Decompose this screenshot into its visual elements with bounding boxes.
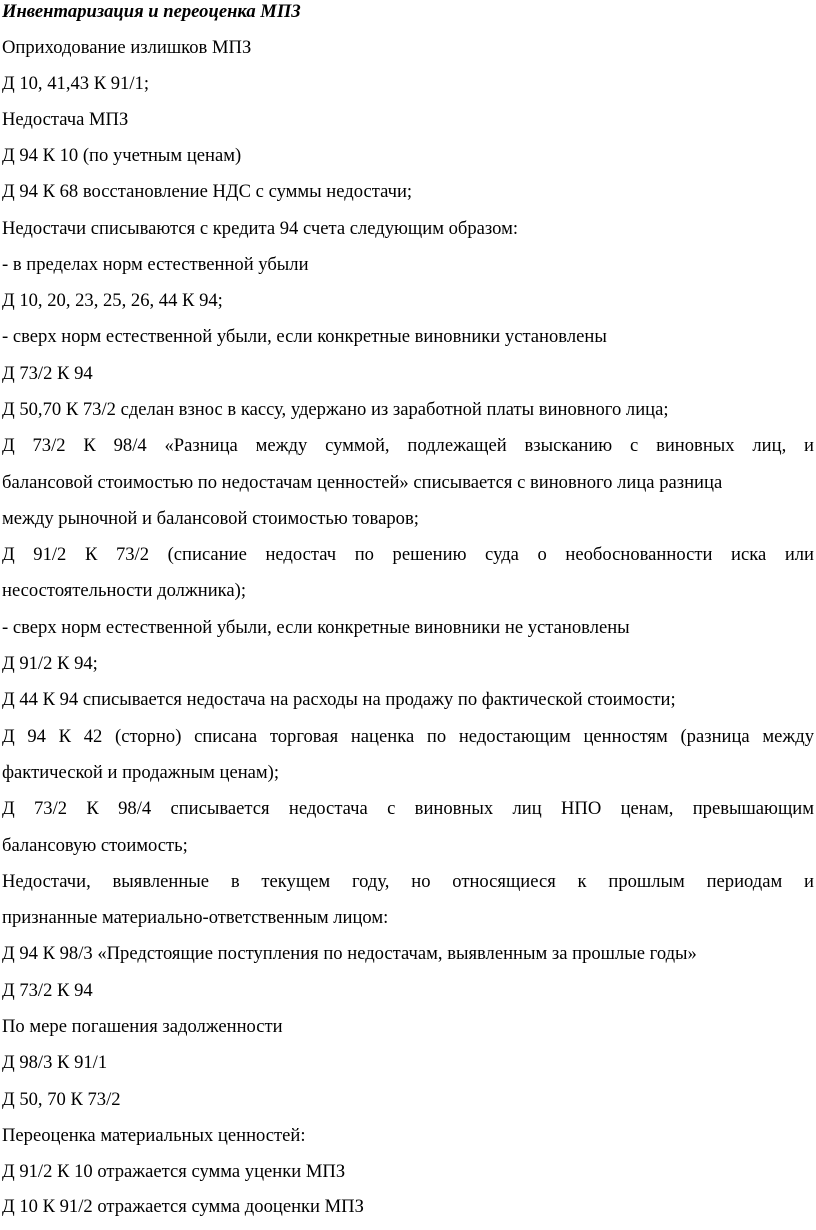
- text-line-3: Недостача МПЗ: [2, 109, 129, 130]
- text-line-11: Д 50,70 К 73/2 сделан взнос в кассу, удержано из заработной платы виновного лица;: [2, 399, 669, 420]
- text-line-16: несостоятельности должника);: [2, 580, 247, 601]
- text-line-32: Д 91/2 К 10 отражается сумма уценки МПЗ: [2, 1161, 346, 1182]
- text-line-22: Д 73/2 К 98/4 списывается недостача с виновных лиц НПО ценам, превышающим: [2, 798, 814, 819]
- text-line-5: Д 94 К 68 восстановление НДС с суммы недостачи;: [2, 181, 413, 202]
- text-line-23: балансовую стоимость;: [2, 835, 188, 856]
- text-line-13: балансовой стоимостью по недостачам ценностей» списывается с виновного лица разница: [2, 472, 723, 493]
- text-line-8: Д 10, 20, 23, 25, 26, 44 К 94;: [2, 290, 223, 311]
- text-line-28: По мере погашения задолженности: [2, 1016, 283, 1037]
- text-line-9: - сверх норм естественной убыли, если конкретные виновники установлены: [2, 326, 607, 347]
- text-line-26: Д 94 К 98/3 «Предстоящие поступления по недостачам, выявленным за прошлые годы»: [2, 943, 697, 964]
- text-line-1: Оприходование излишков МПЗ: [2, 37, 252, 58]
- text-line-27: Д 73/2 К 94: [2, 980, 93, 1001]
- text-line-24: Недостачи, выявленные в текущем году, но относящиеся к прошлым периодам и: [2, 871, 814, 892]
- text-line-20: Д 94 К 42 (сторно) списана торговая наценка по недостающим ценностям (разница между: [2, 726, 814, 747]
- text-line-18: Д 91/2 К 94;: [2, 653, 98, 674]
- text-line-12: Д 73/2 К 98/4 «Разница между суммой, подлежащей взысканию с виновных лиц, и: [2, 435, 814, 456]
- text-line-6: Недостачи списываются с кредита 94 счета следующим образом:: [2, 218, 519, 239]
- text-line-14: между рыночной и балансовой стоимостью товаров;: [2, 508, 419, 529]
- text-line-15: Д 91/2 К 73/2 (списание недостач по решению суда о необоснованности иска или: [2, 544, 814, 565]
- text-line-29: Д 98/3 К 91/1: [2, 1052, 108, 1073]
- text-line-2: Д 10, 41,43 К 91/1;: [2, 73, 149, 94]
- text-line-10: Д 73/2 К 94: [2, 363, 93, 384]
- text-line-21: фактической и продажным ценам);: [2, 762, 280, 783]
- document-title: Инвентаризация и переоценка МПЗ: [2, 1, 301, 22]
- text-line-19: Д 44 К 94 списывается недостача на расходы на продажу по фактической стоимости;: [2, 689, 676, 710]
- text-line-4: Д 94 К 10 (по учетным ценам): [2, 145, 242, 166]
- text-line-33: Д 10 К 91/2 отражается сумма дооценки МПЗ: [2, 1196, 364, 1217]
- text-line-31: Переоценка материальных ценностей:: [2, 1125, 306, 1146]
- text-line-7: - в пределах норм естественной убыли: [2, 254, 309, 275]
- text-line-17: - сверх норм естественной убыли, если конкретные виновники не установлены: [2, 617, 630, 638]
- text-line-30: Д 50, 70 К 73/2: [2, 1089, 121, 1110]
- text-line-25: признанные материально-ответственным лицом:: [2, 907, 389, 928]
